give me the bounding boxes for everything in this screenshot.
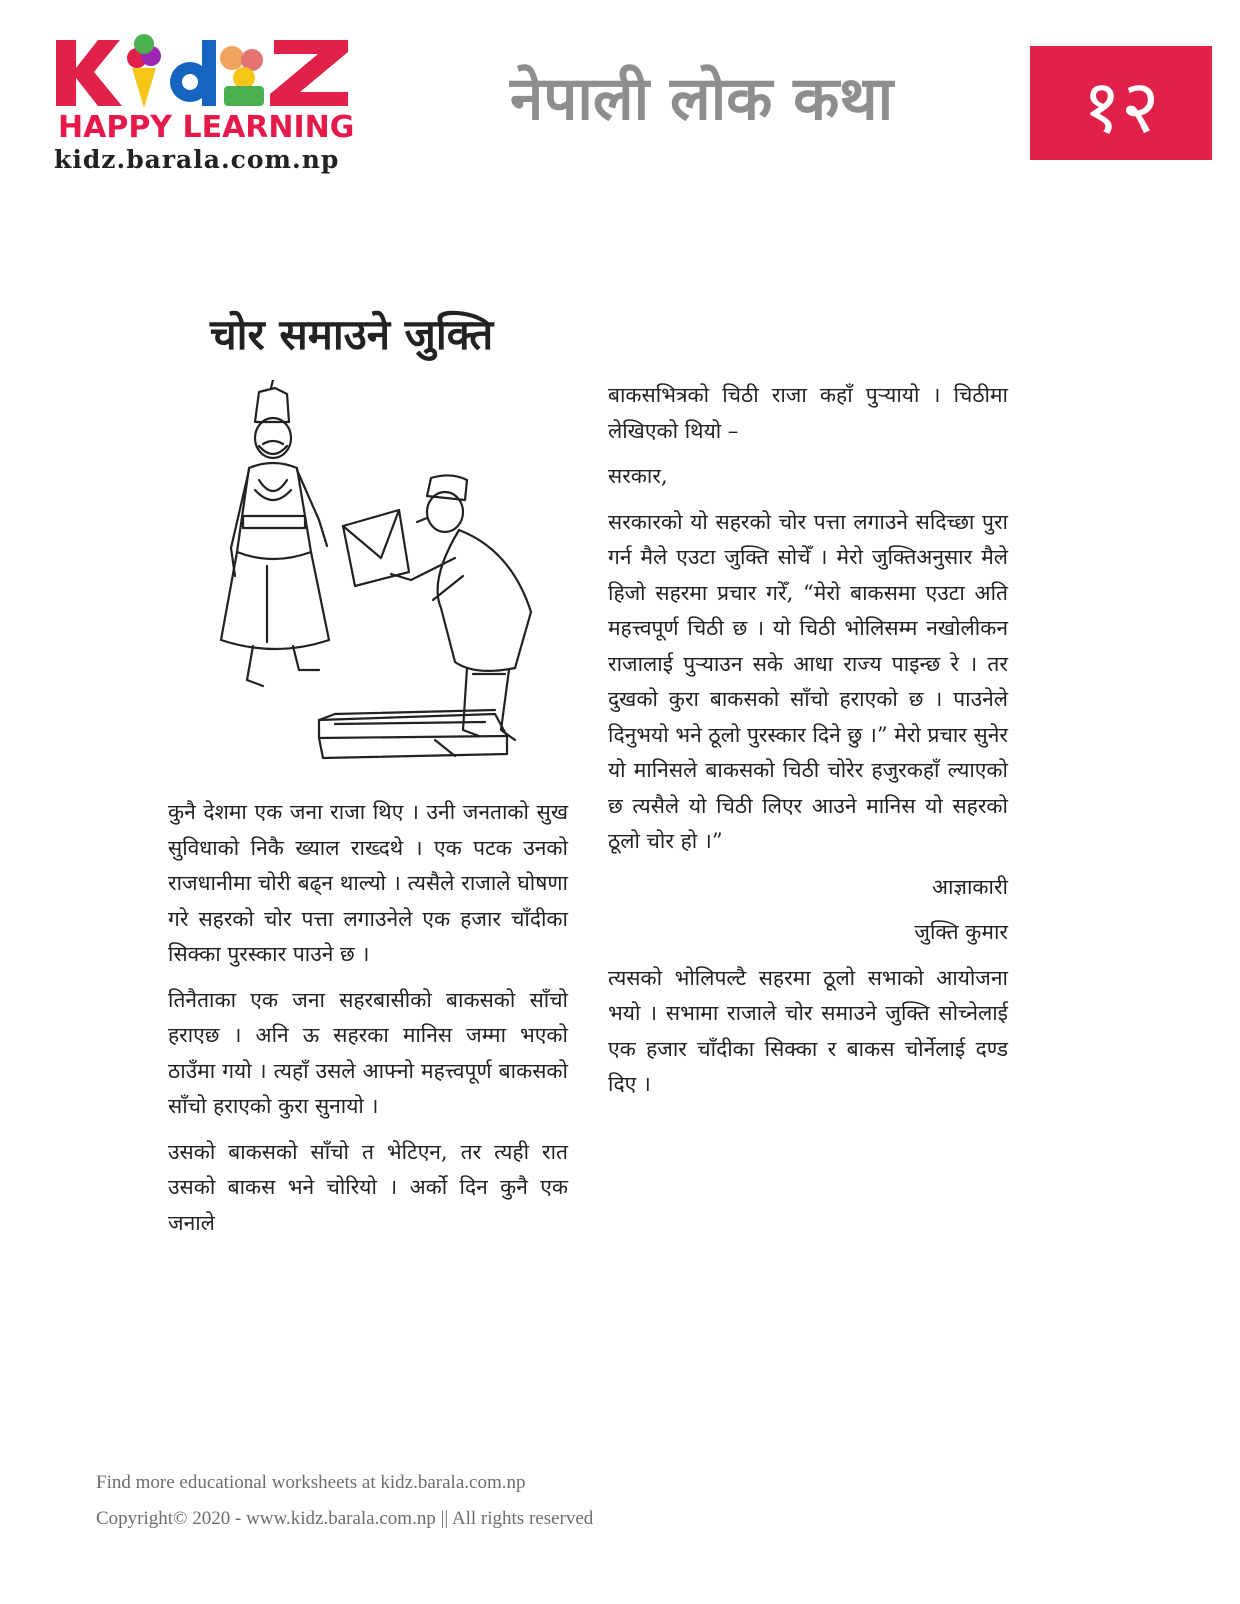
- logo-url: kidz.barala.com.np: [54, 145, 340, 174]
- king-figure-icon: [221, 380, 329, 686]
- letter-salutation: सरकार,: [608, 464, 668, 488]
- page-number-badge: [1030, 46, 1212, 160]
- logo-k-letter: [56, 40, 122, 106]
- kidz-logo: [52, 30, 412, 180]
- letter-icon: [343, 510, 409, 586]
- story-illustration: [215, 380, 560, 770]
- story-paragraph: तिनैताका एक जना सहरबासीको बाकसको साँचो हराएछ । अनि ऊ सहरका मानिस जम्मा भएको ठाउँमा गयो । त्यहाँ उसले आफ्नो महत्त्वपूर्ण बाकसको साँचो हराएको कुरा सुनायो ।: [168, 987, 568, 1118]
- kids-cluster-icon: [220, 46, 244, 70]
- footer-worksheets-link: Find more educational worksheets at kidz.barala.com.np: [96, 1472, 526, 1493]
- kidz-logo-letters: [52, 30, 352, 110]
- page-number: १२: [1082, 63, 1160, 150]
- messenger-figure-icon: [391, 475, 531, 740]
- story-left-column: [168, 795, 568, 1251]
- story-title: चोर समाउने जुक्ति: [210, 310, 494, 359]
- story-right-column: [608, 378, 1008, 1113]
- story-closing: त्यसको भोलिपल्टै सहरमा ठूलो सभाको आयोजना भयो । सभामा राजाले चोर समाउने जुक्ति सोच्नेलाई एक हजार चाँदीका सिक्का र बाकस चोर्नेलाई दण्ड दिए ।: [608, 965, 1008, 1096]
- letter-body: सरकारको यो सहरको चोर पत्ता लगाउने सदिच्छा पुरा गर्न मैले एउटा जुक्ति सोचेँ । मेरो जुक्तिअनुसार मैले हिजो सहरमा प्रचार गरेँ, “मेरो बाकसमा एउटा अति महत्त्वपूर्ण चिठी छ । यो चिठी भोलिसम्म नखोलीकन राजालाई पुऱ्याउन सके आधा राज्य पाइन्छ रे । तर दुखको कुरा बाकसको साँचो हराएको छ । पाउनेले दिनुभयो भने ठूलो पुरस्कार दिने छु ।” मेरो प्रचार सुनेर यो मानिसले बाकसको चिठी चोरेर हजुरकहाँ ल्याएको छ त्यसैले यो चिठी लिएर आउने मानिस यो सहरको ठूलो चोर हो ।”: [608, 509, 1008, 853]
- letter-signature: जुक्ति कुमार: [914, 920, 1008, 944]
- box-icon: [319, 710, 507, 758]
- ice-cream-cone-icon: [132, 68, 156, 108]
- story-paragraph: बाकसभित्रको चिठी राजा कहाँ पुऱ्यायो । चिठीमा लेखिएको थियो –: [608, 383, 1008, 443]
- letter-signoff: आज्ञाकारी: [932, 874, 1008, 899]
- story-paragraph: कुनै देशमा एक जना राजा थिए । उनी जनताको सुख सुविधाको निकै ख्याल राख्दथे । एक पटक उनको राजधानीमा चोरी बढ्न थाल्यो । त्यसैले राजाले घोषणा गरे सहरको चोर पत्ता लगाउनेले एक हजार चाँदीका सिक्का पुरस्कार पाउने छ ।: [168, 800, 568, 966]
- logo-tagline: HAPPY LEARNING: [58, 110, 355, 145]
- logo-z-letter: [270, 40, 348, 106]
- footer-copyright: Copyright© 2020 - www.kidz.barala.com.np || All rights reserved: [96, 1508, 594, 1529]
- story-paragraph: उसको बाकसको साँचो त भेटिएन, तर त्यही रात उसको बाकस भने चोरियो । अर्को दिन कुनै एक जनाले: [168, 1139, 568, 1235]
- header-title: नेपाली लोक कथा: [510, 64, 894, 134]
